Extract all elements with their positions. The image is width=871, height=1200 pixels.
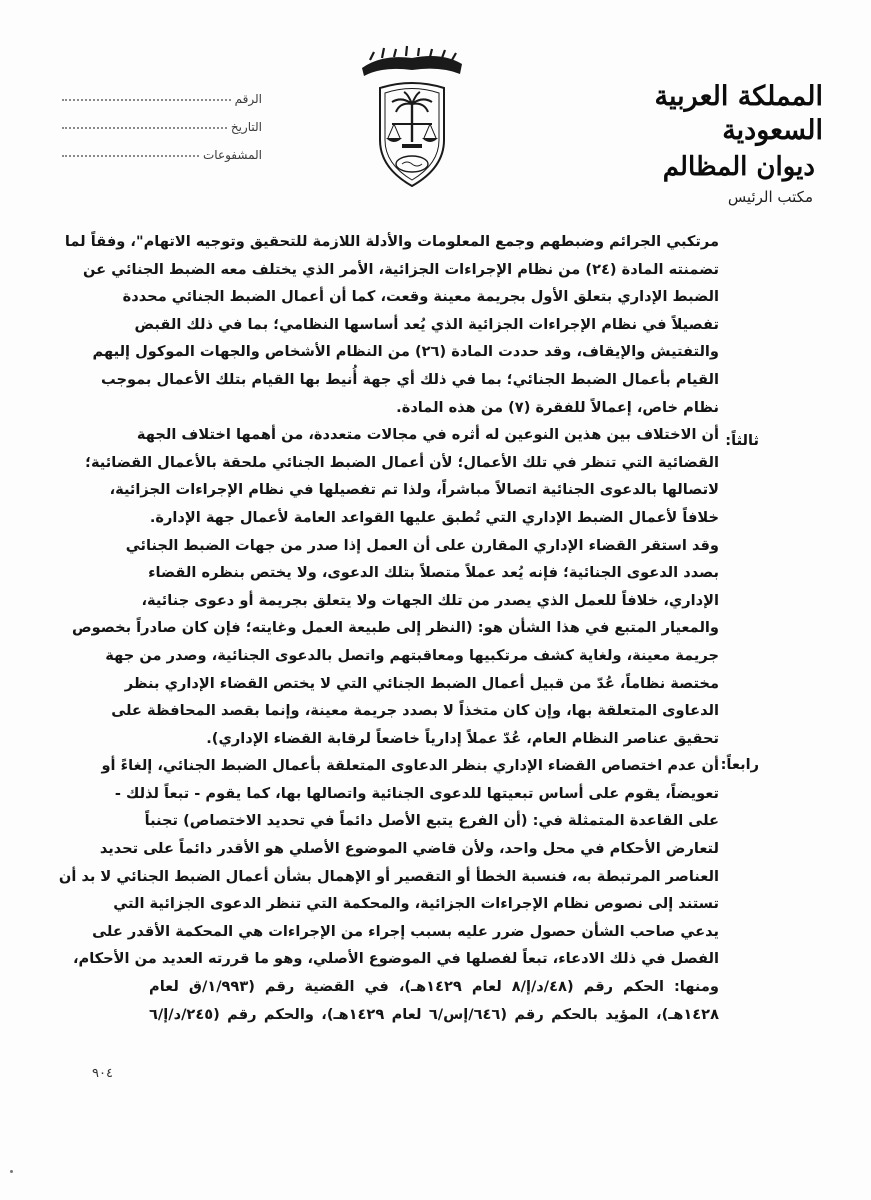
page-number: ٩٠٤: [92, 1066, 113, 1081]
body-line: القضائية التي تنظر في تلك الأعمال؛ لأن أعمال الضبط الجنائي ملحقة بالأعمال القضائية؛: [85, 453, 719, 471]
body-line: ومنها: الحكم رقم (٤٨/د/إ/٨ لعام ١٤٢٩هـ)، في القضية رقم (١/٩٩٣/ق لعام: [149, 978, 719, 996]
field-date-line: [62, 127, 227, 129]
body-line: العناصر المرتبطة به، فنسبة الخطأ أو التقصير أو الإهمال بشأن أعمال الضبط الجنائي لا بد أن: [58, 867, 719, 885]
emblem-logo: [352, 40, 472, 200]
body-line: الإداري، خلافاً للعمل الذي يصدر من تلك الجهات ولا يتعلق بجريمة أو دعوى جنائية،: [141, 591, 719, 609]
kingdom-name: المملكة العربية السعودية: [654, 81, 823, 146]
body-line: الضبط الإداري بتعلق الأول بجريمة معينة وقعت، كما أن أعمال الضبط الجنائي محددة: [122, 288, 719, 306]
body-line: وقد استقر القضاء الإداري المقارن على أن العمل إذا صدر من جهات الضبط الجنائي: [125, 536, 719, 554]
field-number-label: الرقم: [234, 92, 262, 106]
field-attachments-line: [62, 155, 199, 157]
section-mark-third: ثالثاً:: [725, 432, 759, 449]
body-line: لاتصالها بالدعوى الجنائية اتصالاً مباشراً، ولذا تم تفصيلها في نظام الإجراءات الجزائية،: [109, 481, 719, 499]
body-line: بصدد الدعوى الجنائية؛ فإنه يُعد عملاً متصلاً بتلك الدعوى، ولا يختص بنظره القضاء: [148, 564, 719, 582]
body-line: تحقيق عناصر النظام العام، عُدّ عملاً إدارياً خاضعاً لرقابة القضاء الإداري).: [206, 729, 719, 747]
body-line: تفصيلاً في نظام الإجراءات الجزائية الذي يُعد أساسها النظامي؛ بما في ذلك القبض: [134, 315, 719, 333]
body-line: نظام خاص، إعمالاً للفقرة (٧) من هذه المادة.: [396, 398, 719, 416]
body-line: أن الاختلاف بين هذين النوعين له أثره في مجالات متعددة، من أهمها اختلاف الجهة: [136, 426, 719, 444]
field-date-label: التاريخ: [230, 120, 262, 134]
body-line: الدعاوى المتعلقة بها، وإن كان متخذاً لا بصدد جريمة معينة، وإنما بقصد المحافظة على: [111, 702, 719, 720]
body-line: لتعارض الأحكام في محل واحد، ولأن قاضي الموضوع الأصلي هو الأقدر دائماً على تحديد: [99, 840, 719, 858]
reference-fields: [62, 78, 262, 162]
body-text: [58, 228, 719, 1028]
section-mark-fourth: رابعاً:: [720, 756, 759, 773]
body-line: تستند إلى نصوص نظام الإجراءات الجزائية، والمحكمة التي تنظر الدعوى الجزائية التي: [113, 895, 719, 913]
body-line: خلافاً لأعمال الضبط الإداري التي تُطبق عليها القواعد العامة لأعمال جهة الإدارة.: [149, 508, 719, 526]
body-line: يدعي صاحب الشأن حصول ضرر عليه بسبب إجراء من الإجراءات هي المحكمة الأقدر على: [92, 922, 719, 940]
body-line: على القاعدة المتمثلة في: (أن الفرع يتبع الأصل دائماً في تحديد الاختصاص) تجنباً: [144, 812, 719, 830]
body-line: أن عدم اختصاص القضاء الإداري بنظر الدعاوى المتعلقة بأعمال الضبط الجنائي، إلغاءً أو: [101, 757, 719, 775]
body-line: جريمة معينة، ولغاية كشف مرتكبيها ومعاقبتهم واتصل بالدعوى الجنائية، وصدر من جهة: [105, 646, 719, 664]
field-attachments: [62, 134, 262, 162]
field-date: [62, 106, 262, 134]
body-line: مرتكبي الجرائم وضبطهم وجمع المعلومات والأدلة اللازمة للتحقيق وتوجيه الاتهام"، وفقاً لما: [64, 233, 719, 250]
field-number: [62, 78, 262, 106]
letterhead-right: [603, 80, 823, 208]
field-attachments-label: المشفوعات: [202, 148, 262, 162]
body-line: الفصل في ذلك الادعاء، تبعاً لفصلها في الموضوع الأصلي، وهو ما قررته العديد من الأحكام،: [72, 950, 719, 968]
office-name: مكتب الرئيس: [727, 188, 813, 206]
diwan-name: ديوان المظالم: [662, 152, 815, 182]
body-line: مختصة نظاماً، عُدّ من قبيل أعمال الضبط الجنائي التي لا يختص القضاء الإداري بنظر: [124, 674, 719, 692]
field-number-line: [62, 99, 231, 101]
body-line: والتفتيش والإيقاف، وقد حددت المادة (٢٦) من النظام الأشخاص والجهات الموكول إليهم: [92, 343, 719, 361]
corner-mark: [10, 1170, 13, 1173]
body-line: والمعيار المتبع في هذا الشأن هو: (النظر إلى طبيعة العمل وغايته؛ فإن كان صادراً بخصوص: [71, 619, 719, 637]
scales-of-justice-icon: [352, 40, 472, 200]
body-line: القيام بأعمال الضبط الجنائي؛ بما في ذلك أي جهة أُنيط بها القيام بتلك الأعمال بموجب: [101, 370, 719, 388]
body-line: تضمنته المادة (٢٤) من نظام الإجراءات الجزائية، الأمر الذي يختلف معه الضبط الجنائي عن: [83, 260, 719, 278]
body-line: تعويضاً، يقوم على أساس تبعيتها للدعوى الجنائية واتصالها بها، كما يقوم - تبعاً لذلك -: [114, 784, 719, 802]
body-line: ١٤٢٨هـ)، المؤيد بالحكم رقم (٦٤٦/إس/٦ لعام ١٤٢٩هـ)، والحكم رقم (٢٤٥/د/إ/٦: [149, 1005, 719, 1023]
